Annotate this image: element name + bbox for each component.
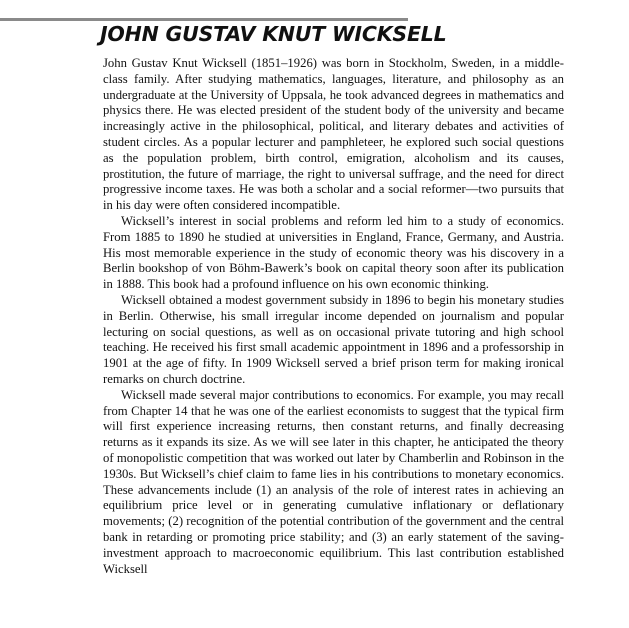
biography-text [103,56,564,577]
page-title: JOHN GUSTAV KNUT WICKSELL [100,22,447,46]
paragraph-2: Wicksell’s interest in social problems and reform led him to a study of economics. From 1885 to 1890 he studied at universities in England, France, Germany, and Austria. His most memorable experience in the study of economic theory was his discovery in a Berlin bookshop of von Böhm-Bawerk’s book on capital theory soon after its publication in 1888. This book had a profound influence on his own economic thinking. [103,213,564,292]
paragraph-1: John Gustav Knut Wicksell (1851–1926) was born in Stockholm, Sweden, in a middle-class family. After studying mathematics, languages, literature, and philosophy as an undergraduate at the University of Uppsala, he took advanced degrees in mathematics and physics there. He was elected president of the student body of the university and became increasingly active in the philosophical, political, and literary debates and activities of student circles. As a popular lecturer and pamphleteer, he explored such social questions as the population problem, birth control, emigration, alcoholism and its causes, prostitution, the future of marriage, the right to universal suffrage, and the need for direct progressive income taxes. He was both a scholar and a social reformer—two pursuits that in his day were often considered incompatible. [103,56,564,213]
header-rule [0,18,408,21]
paragraph-4: Wicksell made several major contributions to economics. For example, you may recall from Chapter 14 that he was one of the earliest economists to suggest that the typical firm will first experience increasing returns, then constant returns, and finally decreasing returns as it expands its size. As we will see later in this chapter, he anticipated the theory of monopolistic competition that was worked out later by Chamberlin and Robinson in the 1930s. But Wicksell’s chief claim to fame lies in his contributions to monetary economics. These advancements include (1) an analysis of the role of interest rates in achieving an equilibrium price level or in generating cumulative inflationary or deflationary movements; (2) recognition of the potential contribution of the government and the central bank in retarding or promoting price stability; and (3) an early statement of the saving-investment approach to macroeconomic equilibrium. This last contribution established Wicksell [103,387,564,576]
paragraph-3: Wicksell obtained a modest government subsidy in 1896 to begin his monetary studies in Berlin. Otherwise, his small irregular income depended on journalism and popular lecturing on social questions, as well as on occasional private tutoring and high school teaching. He received his first small academic appointment in 1896 and a professorship in 1901 at the age of fifty. In 1909 Wicksell served a brief prison term for making ironical remarks on church doctrine. [103,292,564,386]
